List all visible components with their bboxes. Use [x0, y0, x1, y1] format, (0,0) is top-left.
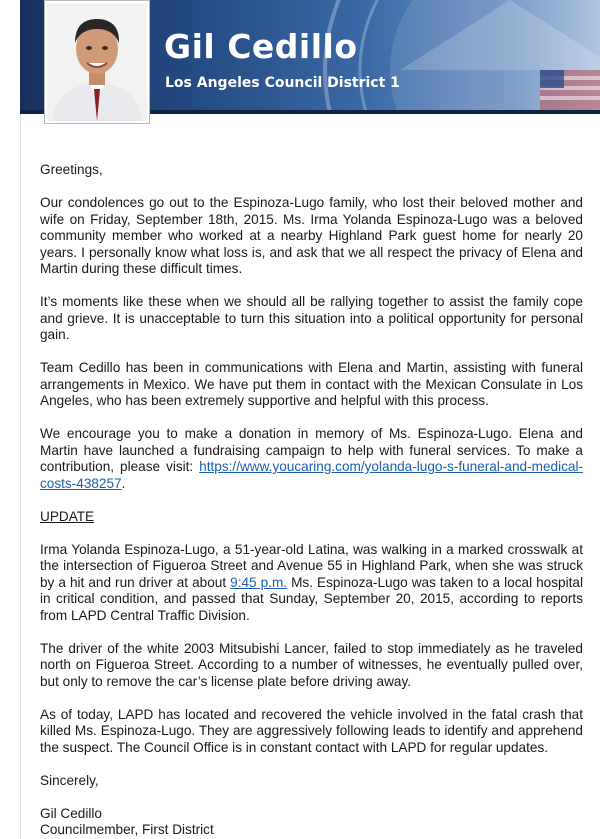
city-seal-watermark [320, 0, 600, 112]
paragraph-lapd: As of today, LAPD has located and recovered the vehicle involved in the fatal crash that killed Ms. Espinoza-Lugo. They are aggressively following leads to identify and apprehend the suspect. The Council Office is in constant contact with LAPD for regular updates. [40, 706, 583, 755]
paragraph-rally: It’s moments like these when we should all be rallying together to assist the family cope and grieve. It is unacceptable to turn this situation into a political opportunity for personal gain. [40, 294, 583, 342]
update-heading-text: UPDATE [40, 508, 95, 524]
paragraph-incident [40, 542, 583, 625]
letter-closing: Sincerely, [40, 772, 99, 788]
time-link[interactable]: 9:45 p.m. [230, 574, 288, 590]
signature-name: Gil Cedillo [40, 805, 102, 821]
donation-link[interactable]: https://www.youcaring.com/yolanda-lugo-s-funeral-and-medical-costs-438257 [40, 459, 583, 491]
paragraph-condolences: Our condolences go out to the Espinoza-Lugo family, who lost their beloved mother and wife on Friday, September 18th, 2015. Ms. Irma Yolanda Espinoza-Lugo was a beloved community member who worked at a nearby Highland Park guest home for nearly 20 years. I personally know what loss is, and ask that we all respect the privacy of Elena and Martin during these difficult times. [40, 195, 583, 276]
paragraph-funeral-arrangements: Team Cedillo has been in communications with Elena and Martin, assisting with funeral arrangements in Mexico. We have put them in contact with the Mexican Consulate in Los Angeles, who has been extremely supportive and helpful with this process. [40, 360, 583, 408]
signature-title: Councilmember, First District [40, 822, 214, 837]
paragraph-driver: The driver of the white 2003 Mitsubishi Lancer, failed to stop immediately as he traveled north on Figueroa Street. According to a number of witnesses, he eventually pulled over, but only to remove the car’s license plate before driving away. [40, 640, 583, 689]
donation-end: . [121, 475, 126, 491]
paragraph-donation [40, 426, 583, 492]
letter-body [40, 162, 583, 839]
incident-start: Irma Yolanda Espinoza-Lugo, a 51-year-old Latina, was walking in a marked crosswalk at the intersection of Figueroa Street and Avenue 55 in Highland Park, when she was struck by a hit and run driver at about [40, 541, 583, 590]
incident-end: Ms. Espinoza-Lugo was taken to a local hospital in critical condition, and passed that Sunday, September 20, 2015, according to reports from LAPD Central Traffic Division. [40, 574, 583, 623]
update-heading [40, 509, 583, 526]
page-left-border [20, 0, 21, 839]
signature-block [40, 806, 583, 839]
councilmember-portrait [44, 0, 150, 124]
header-name: Gil Cedillo [164, 27, 358, 66]
header-district: Los Angeles Council District 1 [165, 75, 400, 91]
letter-greeting: Greetings, [40, 162, 103, 177]
donation-text: We encourage you to make a donation in memory of Ms. Espinoza-Lugo. Elena and Martin have launched a fundraising campaign to help with funeral services. To make a contribution, please visit: [40, 426, 583, 474]
